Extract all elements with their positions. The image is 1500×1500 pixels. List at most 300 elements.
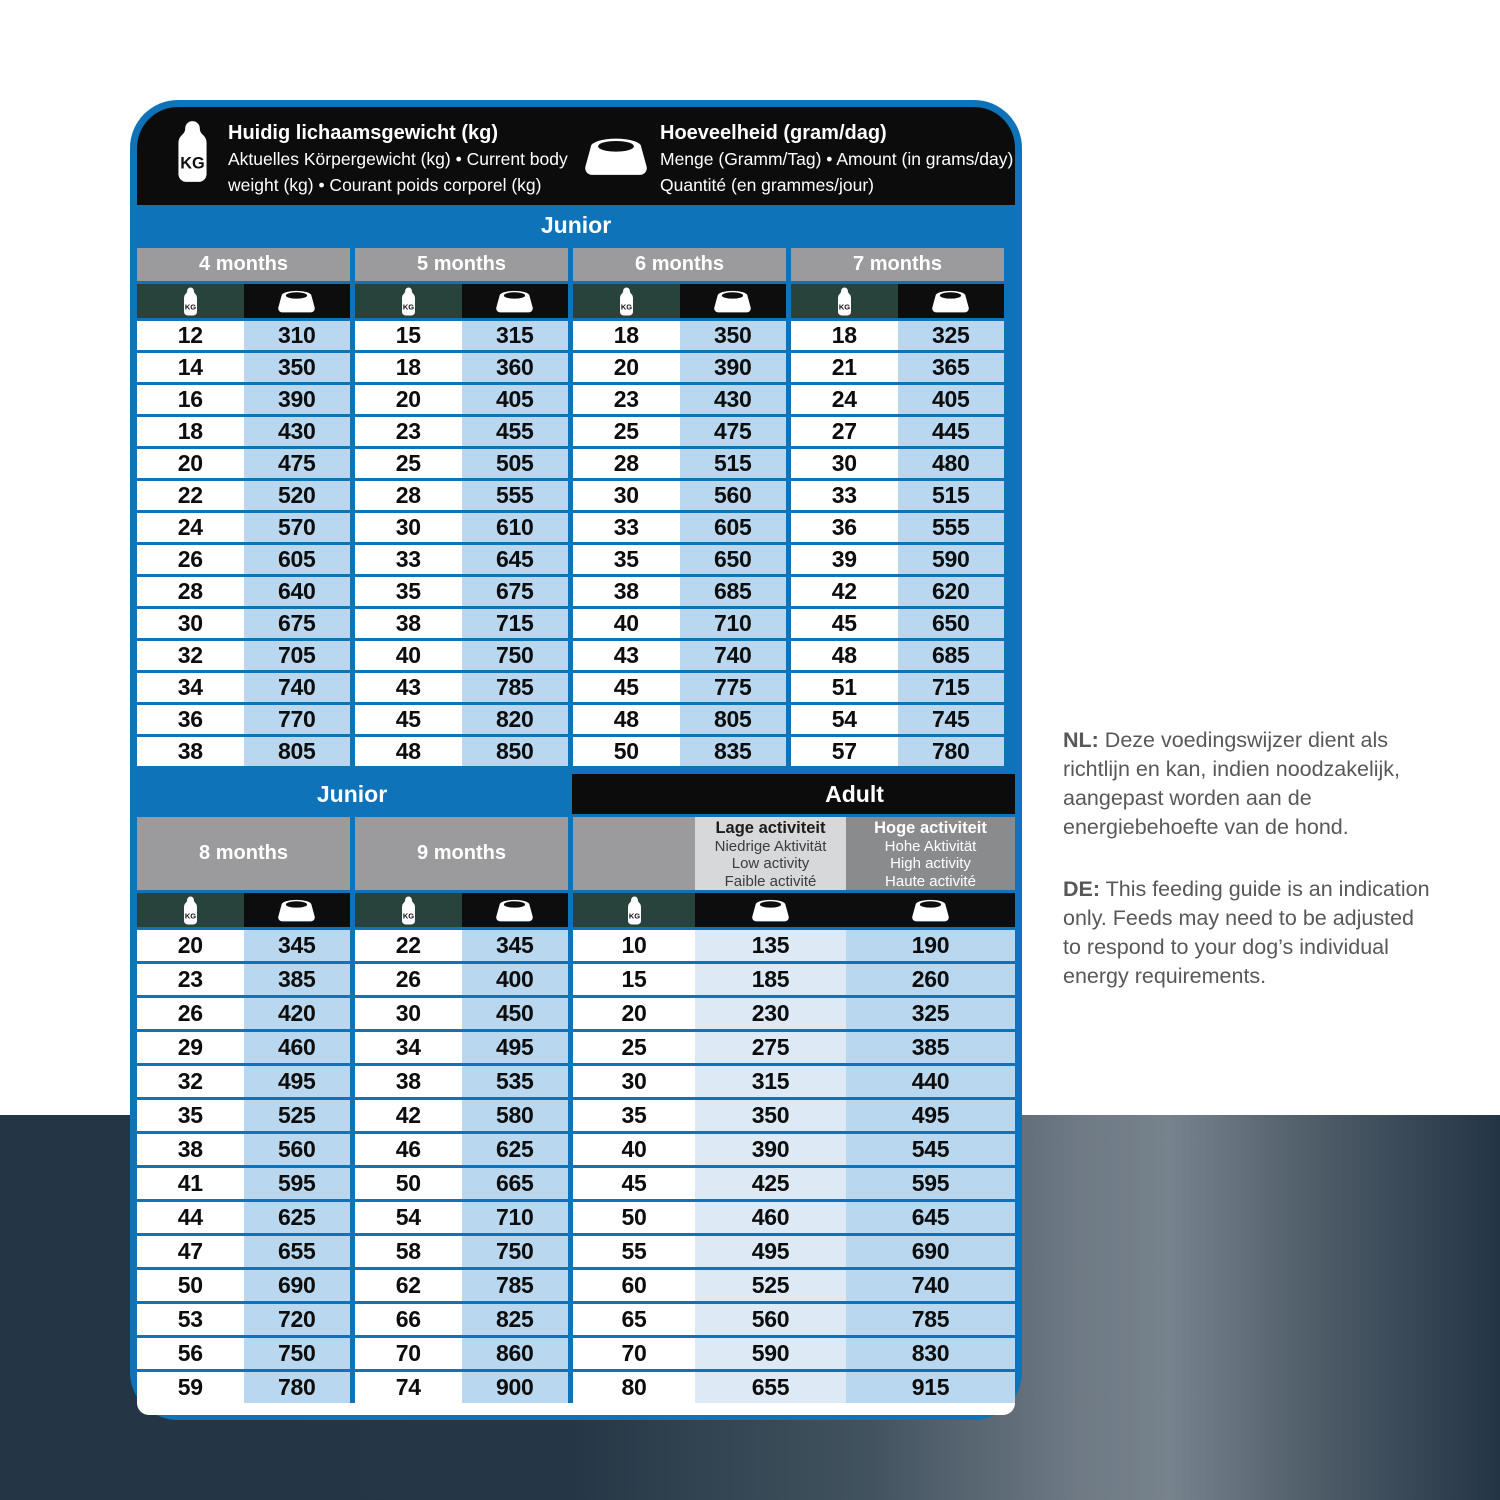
table-row (137, 1236, 350, 1267)
weight-cell: 18 (355, 353, 462, 382)
svg-text:KG: KG (180, 154, 205, 173)
amount-line2: Quantité (en grammes/jour) (660, 175, 874, 195)
amount-column-header (680, 284, 787, 318)
weight-cell: 45 (573, 673, 680, 702)
weight-cell: 35 (355, 577, 462, 606)
table-row (355, 417, 568, 446)
weight-cell: 33 (355, 545, 462, 574)
table-row (791, 481, 1004, 510)
amount-cell: 390 (680, 353, 787, 382)
month-header: 9 months (355, 817, 568, 890)
bowl-icon (714, 290, 751, 313)
amount-cell: 580 (462, 1100, 569, 1131)
weight-cell: 22 (137, 481, 244, 510)
junior-month-tables (137, 248, 1015, 766)
amount-cell: 445 (898, 417, 1005, 446)
table-row (355, 1134, 568, 1165)
month-header: 6 months (573, 248, 786, 281)
amount-column-header (462, 893, 569, 927)
weight-cell: 35 (573, 545, 680, 574)
kg-column-header (573, 284, 680, 318)
weight-cell: 28 (355, 481, 462, 510)
amount-column-header (898, 284, 1005, 318)
table-row (137, 417, 350, 446)
weight-cell: 45 (573, 1168, 695, 1199)
low-activity-cell: 135 (695, 930, 846, 961)
table-row (573, 930, 1015, 961)
table-row (573, 577, 786, 606)
table-row (137, 545, 350, 574)
table-row (137, 705, 350, 734)
amount-cell: 310 (244, 321, 351, 350)
amount-cell: 315 (462, 321, 569, 350)
high-activity-cell: 690 (846, 1236, 1015, 1267)
table-row (355, 1032, 568, 1063)
table-row (355, 321, 568, 350)
table-row (573, 1236, 1015, 1267)
low-activity-cell: 590 (695, 1338, 846, 1369)
weight-cell: 34 (137, 673, 244, 702)
month-table (137, 248, 350, 766)
amount-line1: Menge (Gramm/Tag) • Amount (in grams/day) (660, 149, 1014, 169)
weight-cell: 30 (791, 449, 898, 478)
amount-cell: 605 (680, 513, 787, 542)
note-nl (1063, 726, 1435, 842)
amount-cell: 740 (244, 673, 351, 702)
amount-cell: 595 (244, 1168, 351, 1199)
amount-cell: 785 (462, 1270, 569, 1301)
activity-title: Hoge activiteit (874, 819, 987, 837)
amount-legend (585, 120, 1013, 198)
junior-band-bottom: Junior (316, 781, 388, 807)
icon-header-row (355, 284, 568, 318)
activity-title: Lage activiteit (715, 819, 826, 837)
svg-text:KG: KG (628, 910, 640, 920)
amount-cell: 390 (244, 385, 351, 414)
amount-cell: 650 (680, 545, 787, 574)
table-row (137, 513, 350, 542)
kg-column-header (355, 284, 462, 318)
table-row (791, 737, 1004, 766)
kg-weight-icon (624, 896, 645, 925)
weight-cell: 26 (137, 545, 244, 574)
kg-weight-icon (170, 120, 215, 183)
table-row (137, 609, 350, 638)
weight-cell: 22 (355, 930, 462, 961)
table-row (137, 321, 350, 350)
note-de-label: DE: (1063, 877, 1101, 901)
weight-cell: 15 (355, 321, 462, 350)
amount-cell: 520 (244, 481, 351, 510)
icon-header-row (137, 893, 350, 927)
table-row (137, 385, 350, 414)
amount-cell: 685 (898, 641, 1005, 670)
table-row (137, 577, 350, 606)
amount-cell: 525 (244, 1100, 351, 1131)
amount-cell: 345 (244, 930, 351, 961)
note-de (1063, 875, 1435, 991)
weight-cell: 30 (573, 1066, 695, 1097)
low-activity-cell: 655 (695, 1372, 846, 1403)
bowl-icon (278, 899, 315, 922)
table-row (573, 417, 786, 446)
amount-cell: 405 (898, 385, 1005, 414)
high-activity-cell: 190 (846, 930, 1015, 961)
weight-cell: 55 (573, 1236, 695, 1267)
weight-cell: 33 (791, 481, 898, 510)
weight-cell: 18 (573, 321, 680, 350)
amount-cell: 900 (462, 1372, 569, 1403)
table-row (355, 577, 568, 606)
weight-cell: 44 (137, 1202, 244, 1233)
high-amount-column-header (846, 893, 1015, 927)
weight-cell: 48 (573, 705, 680, 734)
weight-cell: 25 (573, 1032, 695, 1063)
weight-cell: 45 (791, 609, 898, 638)
amount-cell: 535 (462, 1066, 569, 1097)
table-row (573, 1202, 1015, 1233)
table-row (137, 930, 350, 961)
table-row (137, 998, 350, 1029)
weight-cell: 43 (355, 673, 462, 702)
table-row (573, 481, 786, 510)
amount-cell: 785 (462, 673, 569, 702)
weight-cell: 62 (355, 1270, 462, 1301)
low-activity-cell: 390 (695, 1134, 846, 1165)
weight-cell: 12 (137, 321, 244, 350)
table-row (573, 1304, 1015, 1335)
amount-cell: 350 (244, 353, 351, 382)
weight-cell: 29 (137, 1032, 244, 1063)
weight-cell: 50 (137, 1270, 244, 1301)
low-activity-cell: 275 (695, 1032, 846, 1063)
kg-weight-icon (398, 896, 419, 925)
weight-cell: 65 (573, 1304, 695, 1335)
kg-weight-icon (398, 287, 419, 316)
amount-cell: 495 (462, 1032, 569, 1063)
amount-cell: 645 (462, 545, 569, 574)
weight-cell: 20 (137, 449, 244, 478)
table-row (137, 1372, 350, 1403)
body-weight-legend (170, 120, 568, 198)
weight-cell: 39 (791, 545, 898, 574)
table-row (573, 1270, 1015, 1301)
bowl-icon (278, 290, 315, 313)
weight-cell: 35 (137, 1100, 244, 1131)
kg-weight-icon (616, 287, 637, 316)
amount-cell: 780 (244, 1372, 351, 1403)
weight-cell: 26 (137, 998, 244, 1029)
amount-cell: 560 (244, 1134, 351, 1165)
svg-text:KG: KG (184, 910, 196, 920)
weight-cell: 38 (355, 1066, 462, 1097)
svg-text:KG: KG (838, 301, 850, 311)
low-activity-cell: 460 (695, 1202, 846, 1233)
activity-subtitle: Low activity (731, 855, 810, 872)
adult-kg-header-spacer (573, 817, 695, 890)
kg-column-header (137, 893, 244, 927)
table-row (137, 353, 350, 382)
body-weight-title: Huidig lichaamsgewicht (kg) (228, 122, 499, 144)
table-row (355, 1270, 568, 1301)
high-activity-cell: 830 (846, 1338, 1015, 1369)
amount-cell: 745 (898, 705, 1005, 734)
amount-cell: 860 (462, 1338, 569, 1369)
weight-cell: 30 (137, 609, 244, 638)
table-row (355, 1304, 568, 1335)
note-nl-text: Deze voedingswijzer dient als richtlijn en kan, indien noodzakelijk, aangepast worden aan de energiebehoefte van de hond. (1063, 728, 1401, 839)
table-row (355, 1066, 568, 1097)
amount-cell: 555 (898, 513, 1005, 542)
table-row (355, 964, 568, 995)
weight-cell: 40 (573, 1134, 695, 1165)
card-header (137, 107, 1015, 205)
table-row (573, 321, 786, 350)
amount-cell: 420 (244, 998, 351, 1029)
low-activity-cell: 525 (695, 1270, 846, 1301)
adult-band: Adult (572, 774, 1015, 814)
amount-cell: 495 (244, 1066, 351, 1097)
svg-text:KG: KG (402, 301, 414, 311)
amount-cell: 515 (680, 449, 787, 478)
table-row (791, 417, 1004, 446)
month-header: 8 months (137, 817, 350, 890)
high-activity-header (846, 817, 1015, 890)
table-row (355, 930, 568, 961)
weight-cell: 38 (355, 609, 462, 638)
weight-cell: 25 (355, 449, 462, 478)
table-row (137, 1032, 350, 1063)
weight-cell: 16 (137, 385, 244, 414)
amount-cell: 805 (680, 705, 787, 734)
amount-cell: 710 (462, 1202, 569, 1233)
table-row (573, 1372, 1015, 1403)
activity-subtitle: Hohe Aktivität (884, 837, 977, 855)
weight-cell: 18 (137, 417, 244, 446)
amount-cell: 715 (898, 673, 1005, 702)
weight-cell: 54 (355, 1202, 462, 1233)
weight-cell: 24 (791, 385, 898, 414)
amount-cell: 770 (244, 705, 351, 734)
low-activity-cell: 425 (695, 1168, 846, 1199)
table-row (791, 385, 1004, 414)
weight-cell: 57 (791, 737, 898, 766)
weight-cell: 33 (573, 513, 680, 542)
amount-column-header (462, 284, 569, 318)
weight-cell: 34 (355, 1032, 462, 1063)
amount-cell: 690 (244, 1270, 351, 1301)
table-row (791, 641, 1004, 670)
amount-cell: 345 (462, 930, 569, 961)
amount-cell: 685 (680, 577, 787, 606)
weight-cell: 43 (573, 641, 680, 670)
weight-cell: 60 (573, 1270, 695, 1301)
bowl-icon (912, 899, 949, 922)
table-row (573, 1168, 1015, 1199)
month-table (137, 817, 350, 1403)
weight-cell: 23 (355, 417, 462, 446)
low-activity-cell: 495 (695, 1236, 846, 1267)
weight-cell: 24 (137, 513, 244, 542)
amount-column-header (244, 893, 351, 927)
table-row (573, 1134, 1015, 1165)
table-row (573, 1338, 1015, 1369)
table-row (137, 1168, 350, 1199)
table-row (137, 1202, 350, 1233)
weight-cell: 27 (791, 417, 898, 446)
amount-cell: 350 (680, 321, 787, 350)
low-activity-cell: 315 (695, 1066, 846, 1097)
weight-cell: 23 (573, 385, 680, 414)
svg-text:KG: KG (402, 910, 414, 920)
table-row (355, 385, 568, 414)
kg-column-header (355, 893, 462, 927)
amount-legend-text (660, 120, 1013, 198)
weight-cell: 20 (573, 353, 680, 382)
table-row (791, 673, 1004, 702)
amount-cell: 590 (898, 545, 1005, 574)
month-table (355, 817, 568, 1403)
amount-cell: 430 (244, 417, 351, 446)
amount-cell: 325 (898, 321, 1005, 350)
amount-cell: 705 (244, 641, 351, 670)
month-header: 5 months (355, 248, 568, 281)
weight-cell: 38 (573, 577, 680, 606)
table-row (573, 1100, 1015, 1131)
weight-cell: 20 (573, 998, 695, 1029)
activity-subtitle: Faible activité (724, 872, 817, 890)
svg-text:KG: KG (184, 301, 196, 311)
table-row (791, 705, 1004, 734)
table-row (573, 998, 1015, 1029)
amount-cell: 720 (244, 1304, 351, 1335)
junior-band-top: Junior (540, 212, 612, 238)
table-row (137, 964, 350, 995)
activity-subtitle: Niedrige Aktivität (714, 837, 827, 855)
high-activity-cell: 260 (846, 964, 1015, 995)
body-weight-line1: Aktuelles Körpergewicht (kg) • Current body (228, 149, 568, 169)
weight-cell: 28 (137, 577, 244, 606)
table-row (573, 353, 786, 382)
weight-cell: 41 (137, 1168, 244, 1199)
amount-cell: 455 (462, 417, 569, 446)
bowl-icon (496, 290, 533, 313)
weight-cell: 40 (355, 641, 462, 670)
high-activity-cell: 325 (846, 998, 1015, 1029)
weight-cell: 45 (355, 705, 462, 734)
amount-cell: 675 (462, 577, 569, 606)
bowl-icon (932, 290, 969, 313)
weight-cell: 50 (355, 1168, 462, 1199)
table-row (355, 1100, 568, 1131)
kg-weight-icon (170, 120, 215, 188)
table-row (573, 964, 1015, 995)
weight-cell: 15 (573, 964, 695, 995)
amount-cell: 610 (462, 513, 569, 542)
amount-cell: 515 (898, 481, 1005, 510)
table-row (137, 673, 350, 702)
table-row (573, 673, 786, 702)
amount-cell: 450 (462, 998, 569, 1029)
amount-cell: 365 (898, 353, 1005, 382)
amount-cell: 820 (462, 705, 569, 734)
table-row (791, 513, 1004, 542)
note-de-text: This feeding guide is an indication only. Feeds may need to be adjusted to respond to your dog’s individual energy requirements. (1063, 877, 1430, 988)
amount-cell: 480 (898, 449, 1005, 478)
weight-cell: 18 (791, 321, 898, 350)
table-row (137, 737, 350, 766)
amount-cell: 605 (244, 545, 351, 574)
table-row (573, 1032, 1015, 1063)
table-row (355, 513, 568, 542)
weight-cell: 21 (791, 353, 898, 382)
weight-cell: 35 (573, 1100, 695, 1131)
table-row (355, 1236, 568, 1267)
weight-cell: 25 (573, 417, 680, 446)
high-activity-cell: 545 (846, 1134, 1015, 1165)
table-row (791, 353, 1004, 382)
weight-cell: 80 (573, 1372, 695, 1403)
weight-cell: 28 (573, 449, 680, 478)
weight-cell: 30 (355, 513, 462, 542)
amount-cell: 475 (680, 417, 787, 446)
table-row (791, 449, 1004, 478)
amount-cell: 710 (680, 609, 787, 638)
amount-cell: 620 (898, 577, 1005, 606)
table-row (791, 609, 1004, 638)
month-table (573, 248, 786, 766)
weight-cell: 38 (137, 1134, 244, 1165)
table-row (137, 641, 350, 670)
table-row (355, 1338, 568, 1369)
weight-cell: 50 (573, 737, 680, 766)
kg-weight-icon (180, 287, 201, 316)
high-activity-cell: 740 (846, 1270, 1015, 1301)
amount-cell: 570 (244, 513, 351, 542)
table-row (573, 1066, 1015, 1097)
weight-cell: 70 (573, 1338, 695, 1369)
adult-table (573, 817, 1015, 1403)
card-bottom-padding (137, 1403, 1015, 1415)
body-weight-line2: weight (kg) • Courant poids corporel (kg) (228, 175, 542, 195)
table-row (355, 353, 568, 382)
weight-cell: 53 (137, 1304, 244, 1335)
amount-title: Hoeveelheid (gram/dag) (660, 122, 887, 144)
weight-cell: 50 (573, 1202, 695, 1233)
table-row (355, 998, 568, 1029)
weight-cell: 51 (791, 673, 898, 702)
amount-cell: 650 (898, 609, 1005, 638)
table-row (137, 1100, 350, 1131)
kg-weight-icon (180, 896, 201, 925)
table-row (791, 577, 1004, 606)
icon-header-row (137, 284, 350, 318)
table-row (573, 449, 786, 478)
amount-cell: 360 (462, 353, 569, 382)
weight-cell: 30 (355, 998, 462, 1029)
table-row (573, 545, 786, 574)
weight-cell: 47 (137, 1236, 244, 1267)
table-row (573, 641, 786, 670)
table-row (355, 1202, 568, 1233)
weight-cell: 66 (355, 1304, 462, 1335)
amount-cell: 625 (462, 1134, 569, 1165)
high-activity-cell: 440 (846, 1066, 1015, 1097)
high-activity-cell: 915 (846, 1372, 1015, 1403)
activity-header-row (573, 817, 1015, 890)
amount-cell: 640 (244, 577, 351, 606)
table-row (791, 321, 1004, 350)
